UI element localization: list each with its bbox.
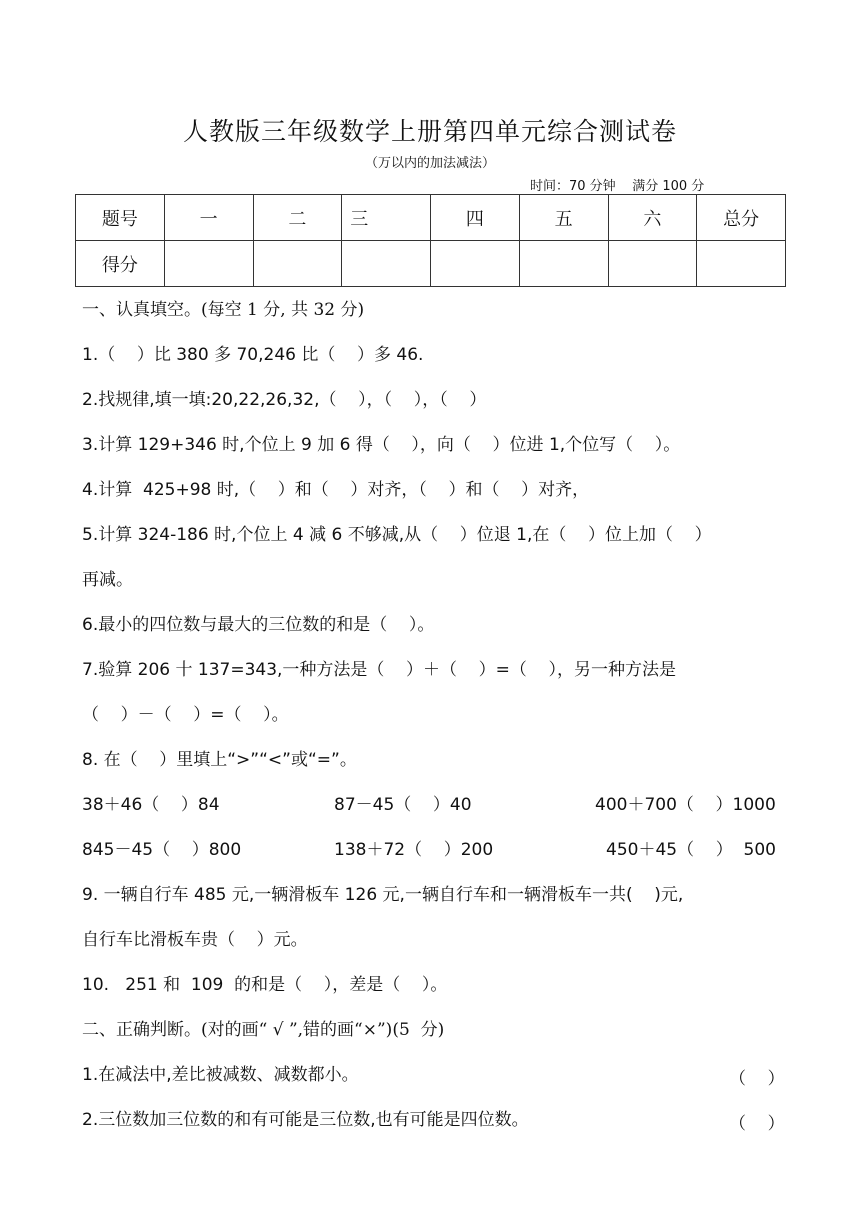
score-header-cell: 六 [608,195,697,241]
judge-answer-box-1[interactable]: （ ） [729,1069,785,1089]
score-table-score-row [76,241,786,287]
page-subtitle: （万以内的加法减法） [364,156,495,171]
section1-heading: 一、认真填空。(每空 1 分, 共 32 分) [82,300,365,320]
question-5-line-2: 再减。 [82,570,133,590]
score-header-cell: 三 [342,195,431,241]
score-header-cell: 四 [431,195,520,241]
score-table [75,194,786,287]
compare-item: 400＋700（ ）1000 [595,795,776,815]
score-table-header-row [76,195,786,241]
page-title: 人教版三年级数学上册第四单元综合测试卷 [182,117,677,146]
compare-item: 87－45（ ）40 [334,795,472,815]
compare-item: 845－45（ ）800 [82,840,242,860]
score-cell[interactable] [164,241,253,287]
score-cell[interactable] [519,241,608,287]
judge-answer-box-2[interactable]: （ ） [729,1114,785,1134]
score-cell[interactable] [431,241,520,287]
judge-item-1: 1.在减法中,差比被减数、减数都小。 [82,1065,359,1085]
question-2: 2.找规律,填一填:20,22,26,32,（ ），（ ），（ ） [82,390,487,410]
question-6: 6.最小的四位数与最大的三位数的和是（ ）。 [82,615,435,635]
question-3: 3.计算 129+346 时,个位上 9 加 6 得（ ），向（ ）位进 1,个位写（ ）。 [82,435,681,455]
question-9-line-1: 9. 一辆自行车 485 元,一辆滑板车 126 元,一辆自行车和一辆滑板车一共( )元, [82,885,684,905]
compare-item: 38＋46（ ）84 [82,795,220,815]
compare-item: 450＋45（ ） 500 [606,840,776,860]
compare-item: 138＋72（ ）200 [334,840,494,860]
question-9-line-2: 自行车比滑板车贵（ ）元。 [82,930,308,950]
score-header-cell: 总分 [697,195,786,241]
question-8: 8. 在（ ）里填上“>”“<”或“=”。 [82,750,357,770]
score-cell[interactable] [342,241,431,287]
score-cell[interactable] [697,241,786,287]
score-header-cell: 五 [519,195,608,241]
score-cell[interactable] [608,241,697,287]
score-header-cell: 题号 [76,195,165,241]
time-info: 时间：70 分钟 满分 100 分 [530,179,705,194]
section2-heading: 二、正确判断。(对的画“ √ ”,错的画“×”)(5 分) [82,1020,445,1040]
question-5-line-1: 5.计算 324-186 时,个位上 4 减 6 不够减,从（ ）位退 1,在（ ）位上加（ ） [82,525,712,545]
score-row-label: 得分 [76,241,165,287]
question-1: 1.（ ）比 380 多 70,246 比（ ）多 46. [82,345,424,365]
question-10: 10. 251 和 109 的和是（ ），差是（ ）。 [82,975,448,995]
score-header-cell: 二 [253,195,342,241]
score-cell[interactable] [253,241,342,287]
question-7-line-1: 7.验算 206 十 137=343,一种方法是（ ）＋（ ）=（ ），另一种方法是 [82,660,677,680]
judge-item-2: 2.三位数加三位数的和有可能是三位数,也有可能是四位数。 [82,1110,529,1130]
question-4: 4.计算 425+98 时,（ ）和（ ）对齐，（ ）和（ ）对齐， [82,480,590,500]
score-header-cell: 一 [164,195,253,241]
question-7-line-2: （ ）－（ ）=（ ）。 [82,705,289,725]
